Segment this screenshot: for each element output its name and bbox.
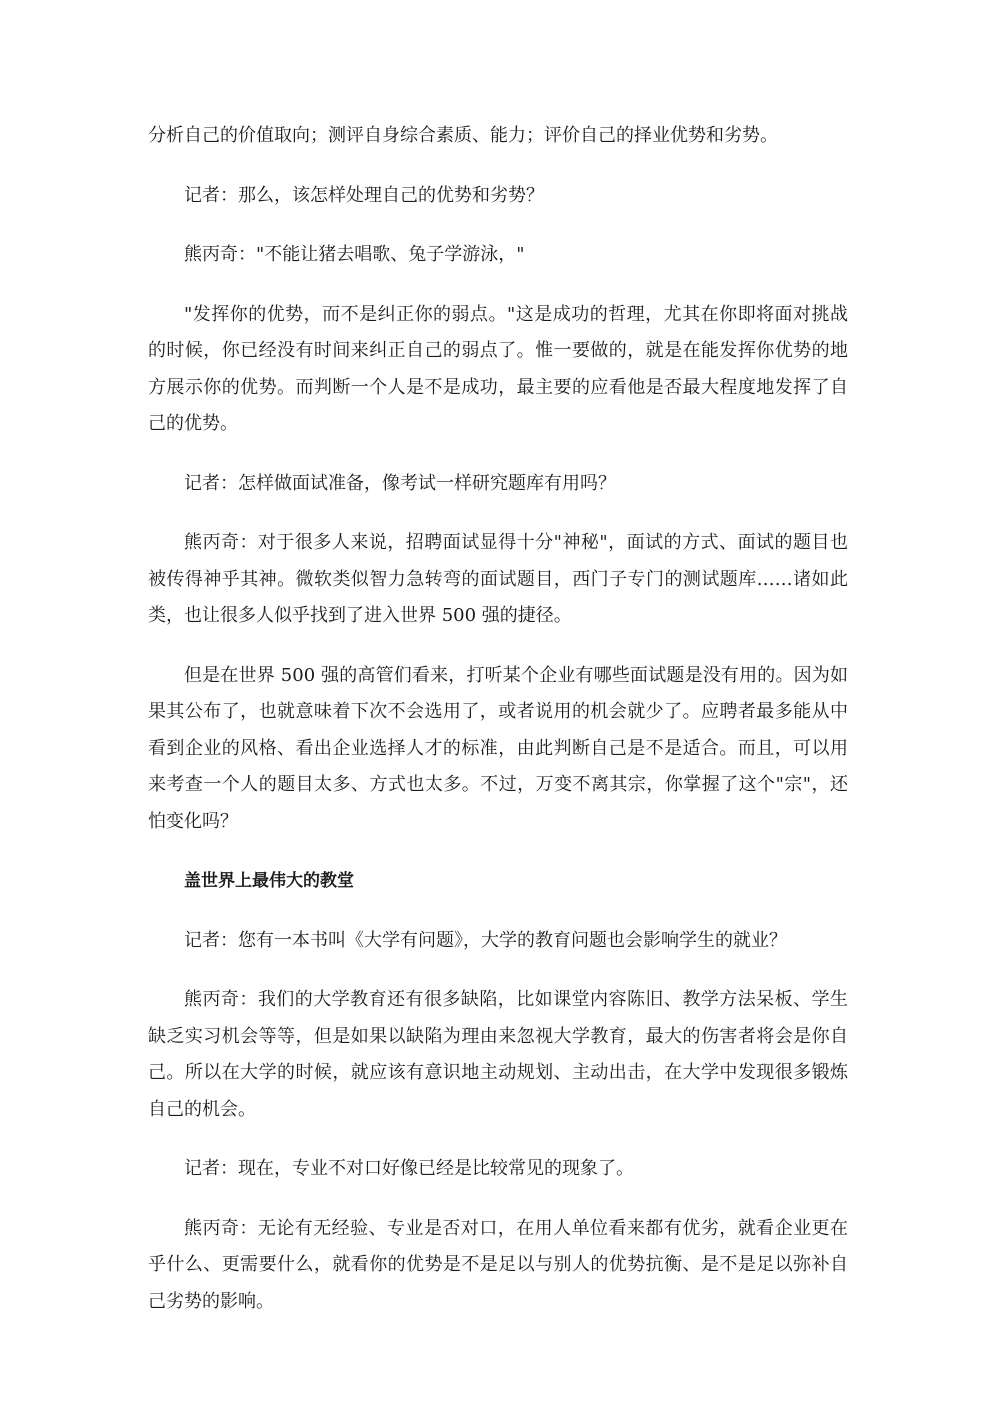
paragraph-major-answer: 熊丙奇：无论有无经验、专业是否对口，在用人单位看来都有优劣，就看企业更在乎什么、更需要什么，就看你的优势是不是足以与别人的优势抗衡、是不是足以弥补自己劣势的影响。 [148, 1217, 848, 1312]
paragraph-reporter-question: 记者：现在，专业不对口好像已经是比较常见的现象了。 [184, 1158, 634, 1179]
paragraph-reporter-question: 记者：怎样做面试准备，像考试一样研究题库有用吗？ [184, 472, 616, 494]
paragraph-interview-answer: 熊丙奇：对于很多人来说，招聘面试显得十分"神秘"，面试的方式、面试的题目也被传得神乎其神。微软类似智力急转弯的面试题目，西门子专门的测试题库……诸如此类，也让很多人似乎找到了进入世界 500 强的捷径。 [148, 532, 848, 626]
paragraph-strengths: "发挥你的优势，而不是纠正你的弱点。"这是成功的哲理，尤其在你即将面对挑战的时候，你已经没有时间来纠正自己的弱点了。惟一要做的，就是在能发挥你优势的地方展示你的优势。而判断一个人是不是成功，最主要的应看他是否最大程度地发挥了自己的优势。 [148, 303, 848, 434]
paragraph-answer-quote: 熊丙奇："不能让猪去唱歌、兔子学游泳，" [184, 244, 525, 265]
paragraph-reporter-question: 记者：那么，该怎样处理自己的优势和劣势？ [184, 184, 544, 206]
paragraph-university-answer: 熊丙奇：我们的大学教育还有很多缺陷，比如课堂内容陈旧、教学方法呆板、学生缺乏实习机会等等，但是如果以缺陷为理由来忽视大学教育，最大的伤害者将会是你自己。所以在大学的时候，就应该有意识地主动规划、主动出击，在大学中发现很多锻炼自己的机会。 [148, 989, 848, 1120]
paragraph-interview-followup: 但是在世界 500 强的高管们看来，打听某个企业有哪些面试题是没有用的。因为如果其公布了，也就意味着下次不会选用了，或者说用的机会就少了。应聘者最多能从中看到企业的风格、看出企业选择人才的标准，由此判断自己是不是适合。而且，可以用来考查一个人的题目太多、方式也太多。不过，万变不离其宗，你掌握了这个"宗"，还怕变化吗？ [148, 664, 848, 832]
section-heading: 盖世界上最伟大的教堂 [184, 871, 354, 891]
paragraph-continuation: 分析自己的价值取向；测评自身综合素质、能力；评价自己的择业优势和劣势。 [148, 125, 778, 146]
paragraph-reporter-question: 记者：您有一本书叫《大学有问题》，大学的教育问题也会影响学生的就业？ [184, 929, 787, 951]
document-body [148, 118, 848, 1343]
